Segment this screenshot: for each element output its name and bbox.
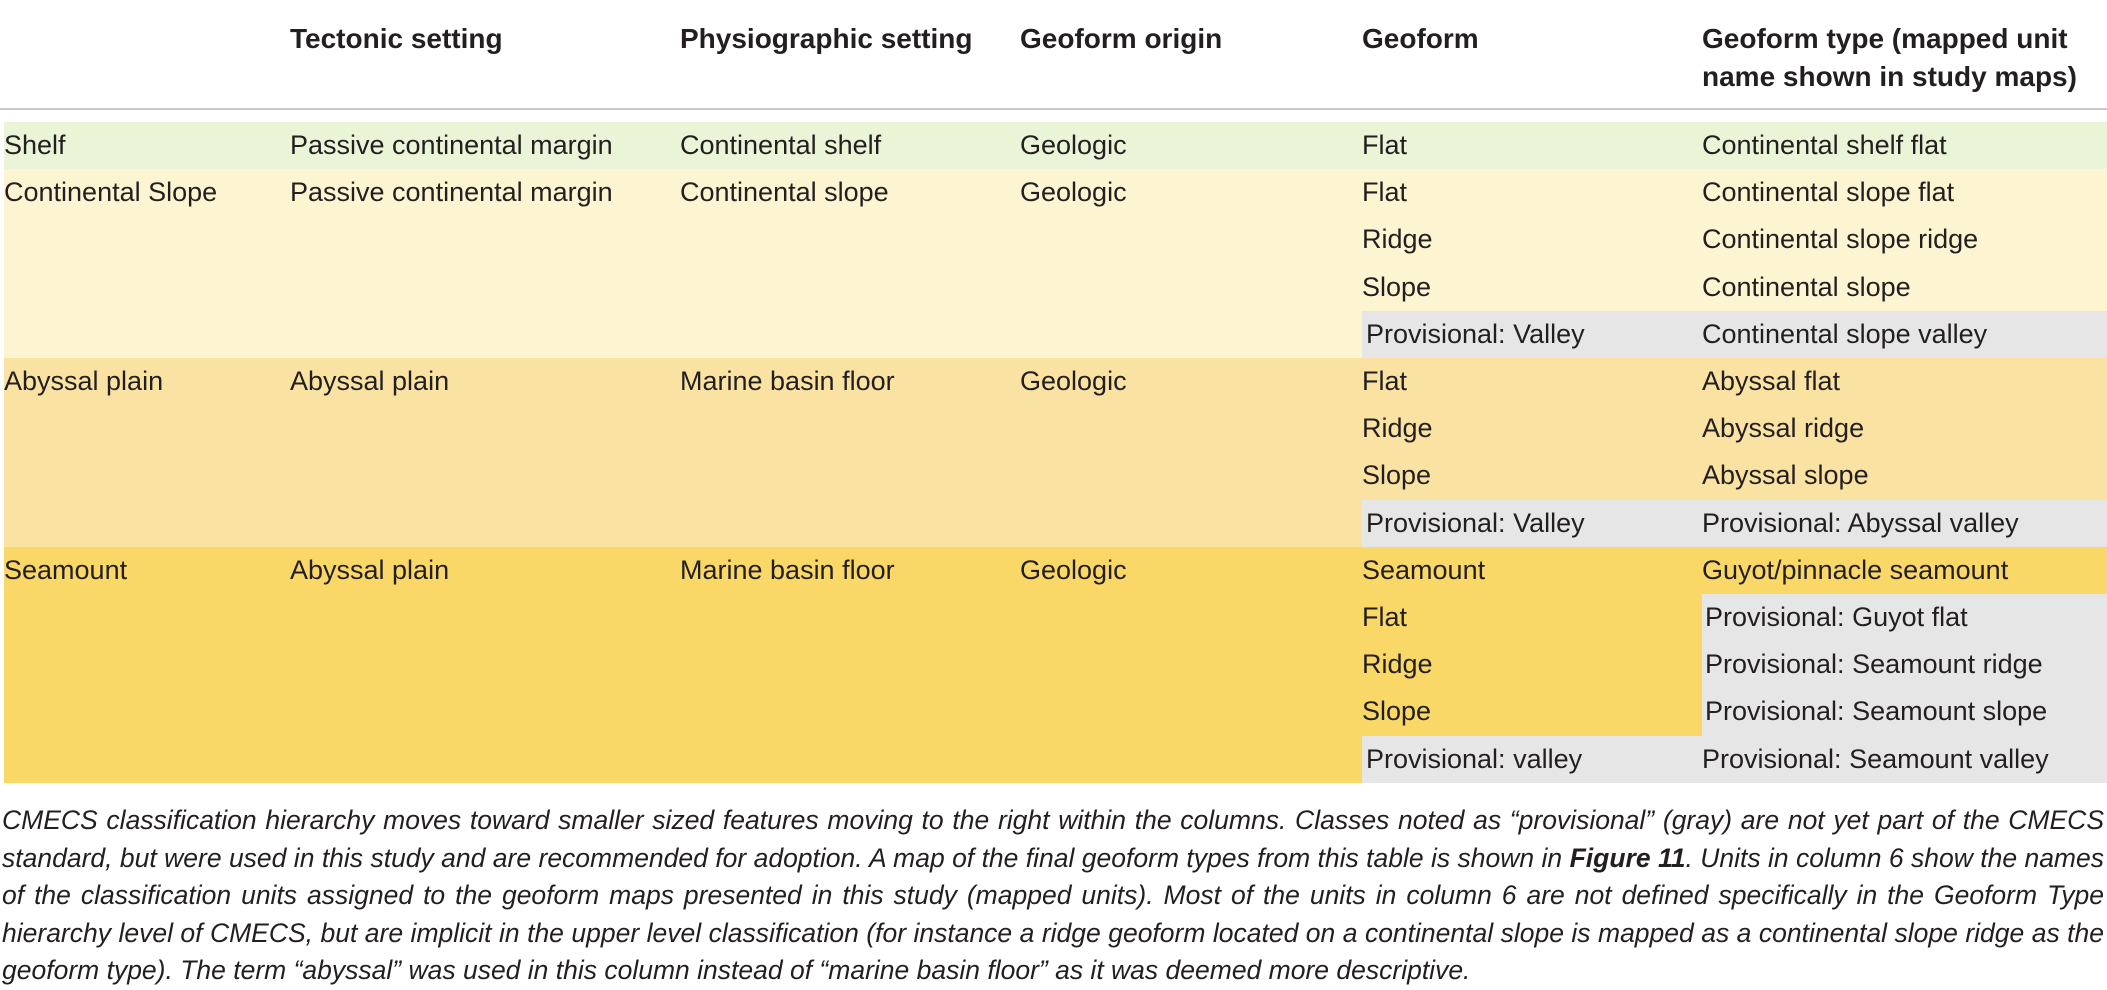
geoform-cell: Provisional: valley — [1366, 743, 1583, 774]
geoform-type-cell: Guyot/pinnacle seamount — [1702, 554, 2009, 585]
header-physiographic-setting: Physiographic setting — [680, 23, 973, 54]
geoform-type-cell: Continental slope — [1702, 271, 1911, 302]
group-geoform-origin: Geologic — [1020, 177, 1127, 208]
geoform-type-cell: Continental slope flat — [1702, 177, 1955, 208]
geoform-cell: Ridge — [1362, 413, 1433, 444]
geoform-cell: Seamount — [1362, 554, 1486, 585]
header-geoform-type: Geoform type (mapped unit name shown in study maps) — [1702, 23, 2077, 92]
geoform-type-cell: Abyssal slope — [1702, 460, 1869, 491]
geoform-cell-bg — [1362, 122, 1702, 169]
header-geoform: Geoform — [1362, 23, 1479, 54]
geoform-cell: Slope — [1362, 271, 1432, 302]
header-geoform-origin: Geoform origin — [1020, 23, 1223, 54]
group-geoform-origin: Geologic — [1020, 554, 1127, 585]
group-physiographic-setting: Continental slope — [680, 177, 889, 208]
header-tectonic-setting: Tectonic setting — [290, 23, 503, 54]
group-tectonic-setting: Abyssal plain — [290, 554, 450, 585]
caption-text-2: . Units in column 6 show the names of the classification units assigned to the geoform maps presented in this study (mapped units). Most of the units in column 6 are not defined specifically in the Geoform Type hierarchy level of CMECS, but are implicit in the upper level classification (for instance a ridge geoform located on a continental slope is mapped as a continental slope ridge as the geoform type). The term “abyssal” was used in this column instead of “marine basin floor” as it was deemed more descriptive. — [2, 842, 2104, 986]
geoform-type-cell: Provisional: Seamount valley — [1702, 743, 2049, 774]
group-physiographic-setting: Continental shelf — [680, 130, 882, 160]
header-rule — [0, 108, 2107, 110]
geoform-cell: Slope — [1362, 696, 1432, 727]
geoform-type-cell: Provisional: Guyot flat — [1705, 602, 1968, 632]
group-physiographic-setting: Marine basin floor — [680, 366, 895, 396]
geoform-cell: Provisional: Valley — [1366, 318, 1585, 349]
geoform-cell-bg — [1362, 594, 1702, 641]
geoform-type-cell: Continental shelf flat — [1702, 130, 1947, 160]
group-tectonic-setting: Passive continental margin — [290, 177, 613, 208]
geoform-cell: Provisional: Valley — [1366, 507, 1585, 538]
table-header — [0, 0, 2107, 110]
geoform-type-cell: Provisional: Seamount ridge — [1705, 649, 2043, 680]
geoform-cell: Slope — [1362, 460, 1432, 491]
geoform-type-cell: Continental slope valley — [1702, 318, 1988, 349]
geoform-type-cell: Provisional: Abyssal valley — [1702, 507, 2019, 538]
geoform-cell-bg — [1362, 358, 1702, 405]
figure-link[interactable]: Figure 11 — [1569, 842, 1686, 873]
geoform-type-cell: Abyssal flat — [1702, 366, 1841, 396]
group-name: Abyssal plain — [4, 366, 164, 396]
geoform-cell-bg — [1362, 169, 1702, 216]
group-name: Shelf — [4, 130, 66, 160]
geoform-cell: Flat — [1362, 366, 1408, 396]
geoform-cell: Ridge — [1362, 649, 1433, 680]
group-physiographic-setting: Marine basin floor — [680, 554, 895, 585]
group-name: Seamount — [4, 554, 128, 585]
geoform-cell: Flat — [1362, 602, 1408, 632]
geoform-cell: Flat — [1362, 130, 1408, 160]
group-tectonic-setting: Abyssal plain — [290, 366, 450, 396]
geoform-cell: Ridge — [1362, 224, 1433, 255]
group-name: Continental Slope — [4, 177, 218, 208]
geoform-cell: Flat — [1362, 177, 1408, 208]
caption-text-1: CMECS classification hierarchy moves toward smaller sized features moving to the right within the columns. Classes noted as “provisional” (gray) are not yet part of the CMECS standard, but were used in this study and are recommended for adoption. A map of the final geoform types from this table is shown in — [2, 805, 2104, 873]
group-geoform-origin: Geologic — [1020, 366, 1127, 396]
geoform-type-cell: Abyssal ridge — [1702, 413, 1865, 444]
table-caption — [2, 802, 2104, 990]
group-geoform-origin: Geologic — [1020, 130, 1127, 160]
geoform-type-cell: Provisional: Seamount slope — [1705, 696, 2048, 727]
geoform-type-cell: Continental slope ridge — [1702, 224, 1979, 255]
group-tectonic-setting: Passive continental margin — [290, 130, 613, 160]
